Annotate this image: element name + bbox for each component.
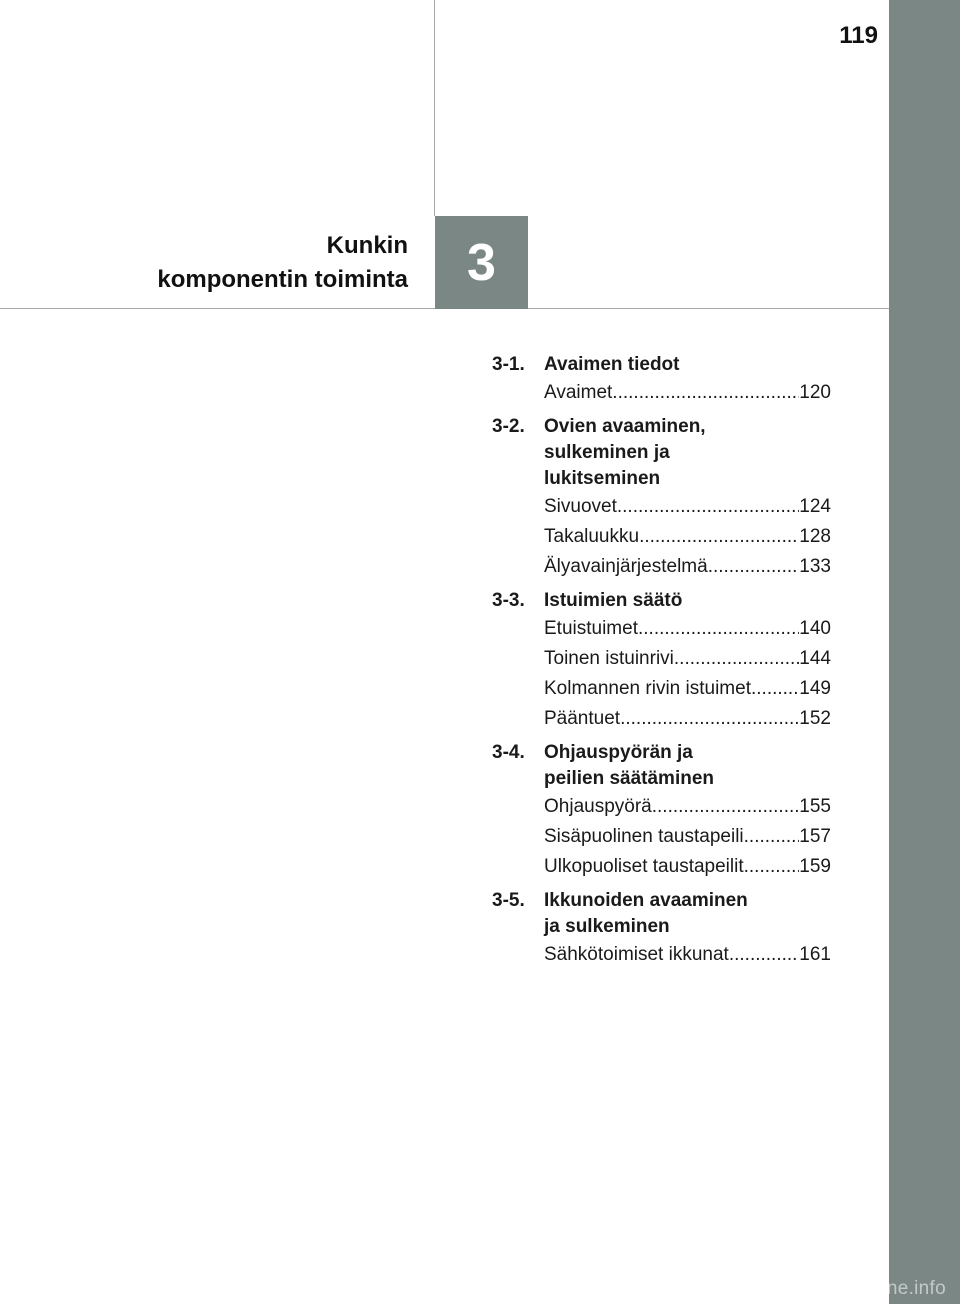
toc-section-title: Avaimen tiedot [544, 354, 680, 375]
leader-dots [751, 674, 799, 704]
toc-entry[interactable] [544, 822, 831, 852]
toc-entry-label: Ulkopuoliset taustapeilit [544, 856, 744, 877]
leader-dots [744, 852, 800, 882]
toc-entry-page: 159 [799, 856, 831, 877]
toc-section-title: Ikkunoiden avaaminen ja sulkeminen [544, 890, 748, 937]
toc-entry[interactable] [544, 704, 831, 734]
toc-entry-page: 133 [799, 556, 831, 577]
toc-entry-label: Avaimet [544, 382, 613, 403]
chapter-number-box [435, 216, 528, 309]
toc-section-number: 3-4. [492, 742, 525, 763]
toc-section-title: Istuimien säätö [544, 590, 683, 611]
toc-entry-label: Toinen istuinrivi [544, 648, 674, 669]
toc-entry[interactable] [544, 492, 831, 522]
toc-entry[interactable] [544, 792, 831, 822]
leader-dots [620, 704, 799, 734]
toc-section [492, 740, 831, 882]
toc-entry[interactable] [544, 378, 831, 408]
toc-entry-page: 157 [799, 826, 831, 847]
toc-section-number: 3-1. [492, 354, 525, 375]
toc-entry-page: 149 [799, 678, 831, 699]
toc-entry-label: Sähkötoimiset ikkunat [544, 944, 729, 965]
toc-entry-label: Etuistuimet [544, 618, 638, 639]
toc-entry-page: 140 [799, 618, 831, 639]
leader-dots [617, 492, 799, 522]
leader-dots [638, 614, 799, 644]
toc-entry[interactable] [544, 522, 831, 552]
toc-entry-page: 152 [799, 708, 831, 729]
toc-entry-label: Sisäpuolinen taustapeili [544, 826, 744, 847]
toc-section-number: 3-5. [492, 890, 525, 911]
leader-dots [708, 552, 800, 582]
toc-entry[interactable] [544, 674, 831, 704]
chapter-number: 3 [467, 233, 496, 292]
leader-dots [612, 378, 799, 408]
toc-entry-page: 120 [799, 382, 831, 403]
toc-section-title: Ovien avaaminen, sulkeminen ja lukitseminen [544, 416, 706, 489]
chapter-side-bar [889, 0, 960, 1304]
chapter-title-line: Kunkin [326, 232, 408, 259]
toc-entry[interactable] [544, 552, 831, 582]
leader-dots [744, 822, 800, 852]
toc-section-heading[interactable] [492, 414, 831, 492]
chapter-title [157, 229, 408, 297]
toc-section-title: Ohjauspyörän ja peilien säätäminen [544, 742, 715, 789]
toc-entry-page: 144 [799, 648, 831, 669]
toc-entry-label: Älyavainjärjestelmä [544, 556, 708, 577]
toc-entry-page: 124 [799, 496, 831, 517]
toc-entry-label: Kolmannen rivin istuimet [544, 678, 751, 699]
page-number: 119 [839, 22, 878, 49]
toc-section-number: 3-3. [492, 590, 525, 611]
chapter-title-line: komponentin toiminta [157, 266, 408, 293]
toc-section [492, 588, 831, 734]
toc-entry[interactable] [544, 852, 831, 882]
toc-section-number: 3-2. [492, 416, 525, 437]
toc-entry-page: 128 [799, 526, 831, 547]
watermark: carmanualsonline.info [754, 1278, 946, 1299]
toc-section [492, 888, 831, 970]
toc-section [492, 352, 831, 408]
toc-entry-page: 155 [799, 796, 831, 817]
leader-dots [729, 940, 799, 970]
toc-section [492, 414, 831, 582]
leader-dots [652, 792, 800, 822]
table-of-contents [492, 352, 831, 976]
toc-section-heading[interactable] [492, 888, 831, 940]
toc-entry-label: Sivuovet [544, 496, 617, 517]
toc-entry[interactable] [544, 614, 831, 644]
toc-section-heading[interactable] [492, 588, 831, 614]
toc-entry-label: Pääntuet [544, 708, 621, 729]
toc-section-heading[interactable] [492, 352, 831, 378]
leader-dots [674, 644, 799, 674]
toc-section-heading[interactable] [492, 740, 831, 792]
toc-entry[interactable] [544, 644, 831, 674]
toc-entry-label: Takaluukku [544, 526, 640, 547]
leader-dots [639, 522, 799, 552]
toc-entry-label: Ohjauspyörä [544, 796, 652, 817]
toc-entry-page: 161 [799, 944, 831, 965]
toc-entry[interactable] [544, 940, 831, 970]
vertical-rule [434, 0, 435, 216]
